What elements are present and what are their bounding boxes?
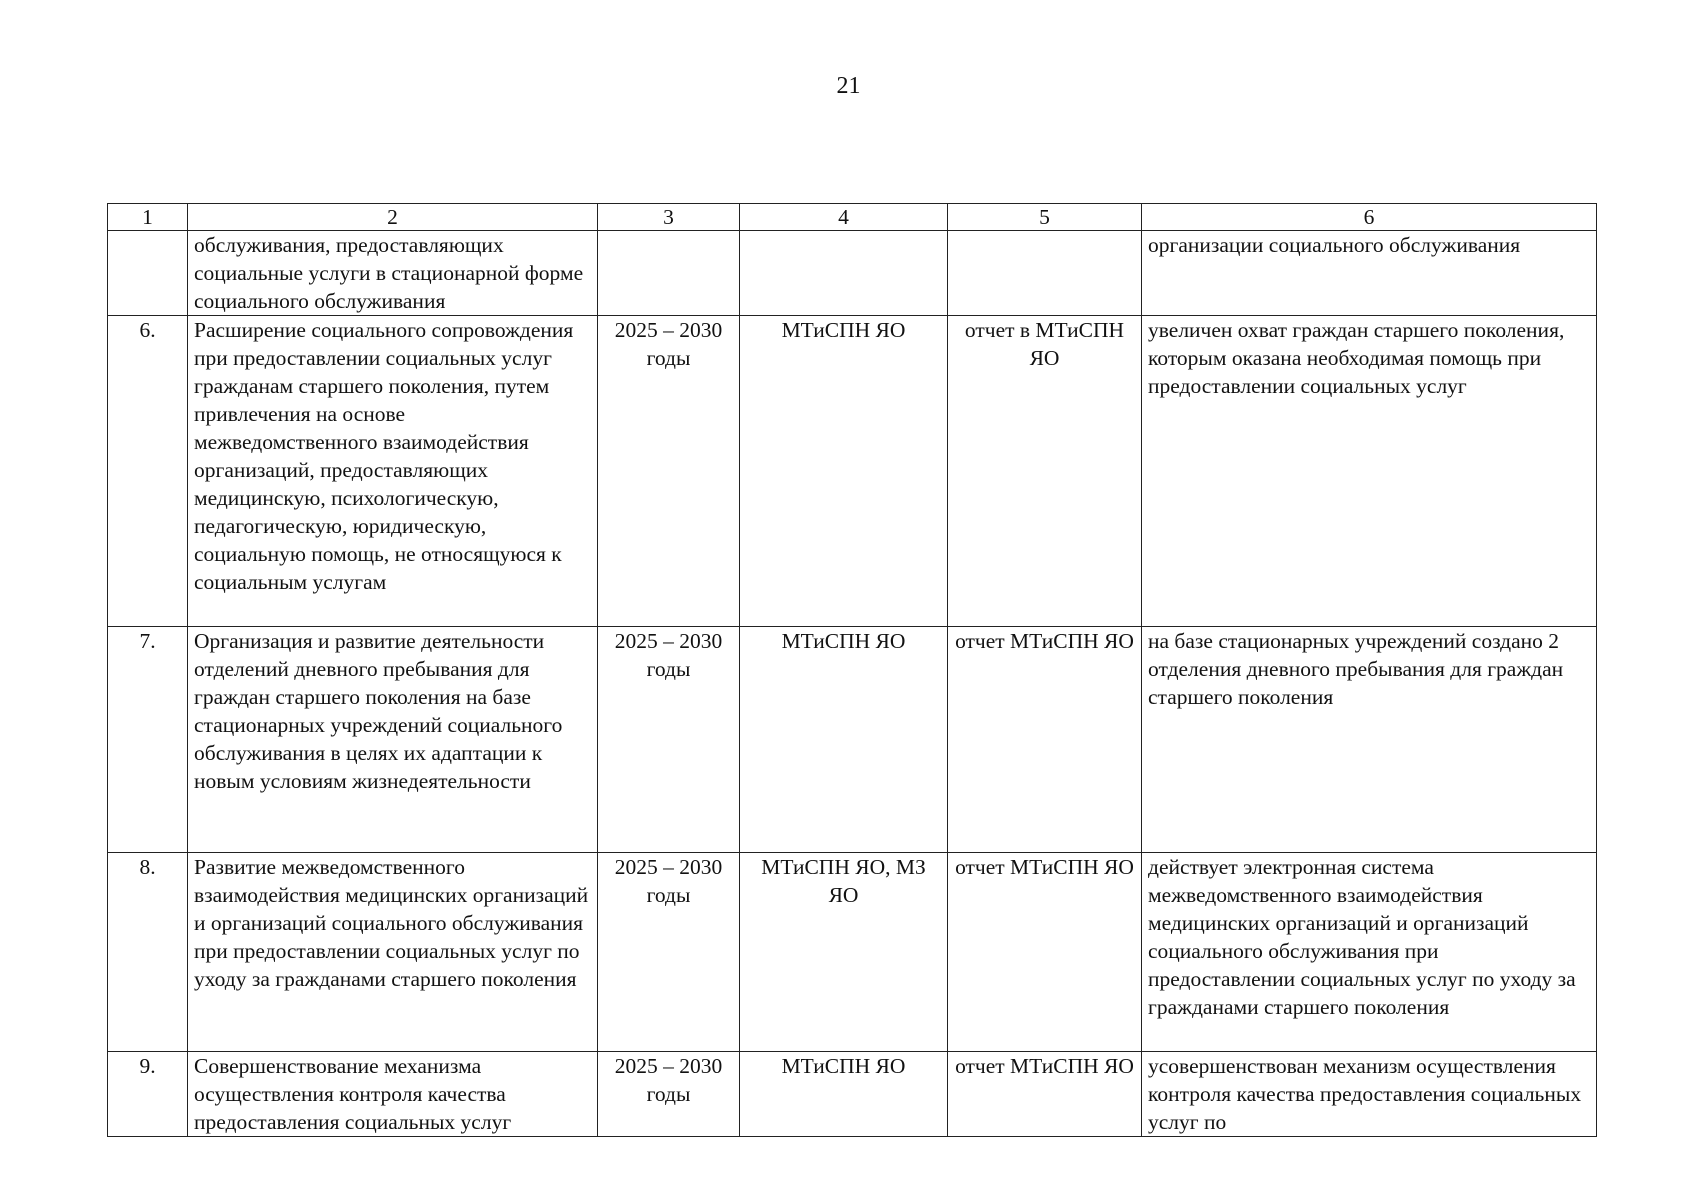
control-cell: отчет в МТиСПН ЯО [948, 316, 1142, 627]
column-header: 6 [1142, 204, 1597, 231]
executor-cell: МТиСПН ЯО, МЗ ЯО [740, 853, 948, 1052]
row-number: 9. [108, 1052, 188, 1137]
table-row [108, 627, 1597, 853]
executor-cell [740, 231, 948, 316]
result-cell: усовершенствован механизм осуществления контроля качества предоставления социальных услуг по [1142, 1052, 1597, 1137]
result-cell: действует электронная система межведомственного взаимодействия медицинских организаций и организаций социального обслуживания при предоставлении социальных услуг по уходу за гражданами старшего поколения [1142, 853, 1597, 1052]
column-header: 4 [740, 204, 948, 231]
column-header: 1 [108, 204, 188, 231]
control-cell [948, 231, 1142, 316]
plan-table [107, 203, 1597, 1137]
table-row [108, 853, 1597, 1052]
result-cell: на базе стационарных учреждений создано 2 отделения дневного пребывания для граждан старшего поколения [1142, 627, 1597, 853]
activity-cell: обслуживания, предоставляющих социальные услуги в стационарной форме социального обслуживания [188, 231, 598, 316]
row-number: 7. [108, 627, 188, 853]
executor-cell: МТиСПН ЯО [740, 627, 948, 853]
activity-cell: Расширение социального сопровождения при предоставлении социальных услуг гражданам старшего поколения, путем привлечения на основе межведомственного взаимодействия организаций, предоставляющих медицинскую, психологическую, педагогическую, юридическую, социальную помощь, не относящуюся к социальным услугам [188, 316, 598, 627]
period-cell: 2025 – 2030 годы [598, 316, 740, 627]
table-row [108, 231, 1597, 316]
control-cell: отчет МТиСПН ЯО [948, 1052, 1142, 1137]
column-header: 3 [598, 204, 740, 231]
control-cell: отчет МТиСПН ЯО [948, 853, 1142, 1052]
period-cell: 2025 – 2030 годы [598, 853, 740, 1052]
page-number: 21 [836, 73, 861, 99]
executor-cell: МТиСПН ЯО [740, 1052, 948, 1137]
result-cell: увеличен охват граждан старшего поколения, которым оказана необходимая помощь при предоставлении социальных услуг [1142, 316, 1597, 627]
table-row [108, 1052, 1597, 1137]
activity-cell: Развитие межведомственного взаимодействия медицинских организаций и организаций социального обслуживания при предоставлении социальных услуг по уходу за гражданами старшего поколения [188, 853, 598, 1052]
period-cell [598, 231, 740, 316]
row-number: 8. [108, 853, 188, 1052]
row-number [108, 231, 188, 316]
table-row [108, 316, 1597, 627]
period-cell: 2025 – 2030 годы [598, 627, 740, 853]
control-cell: отчет МТиСПН ЯО [948, 627, 1142, 853]
row-number: 6. [108, 316, 188, 627]
column-header: 2 [188, 204, 598, 231]
executor-cell: МТиСПН ЯО [740, 316, 948, 627]
column-header: 5 [948, 204, 1142, 231]
period-cell: 2025 – 2030 годы [598, 1052, 740, 1137]
table-header-row [108, 204, 1597, 231]
activity-cell: Совершенствование механизма осуществления контроля качества предоставления социальных услуг [188, 1052, 598, 1137]
result-cell: организации социального обслуживания [1142, 231, 1597, 316]
activity-cell: Организация и развитие деятельности отделений дневного пребывания для граждан старшего поколения на базе стационарных учреждений социального обслуживания в целях их адаптации к новым условиям жизнедеятельности [188, 627, 598, 853]
